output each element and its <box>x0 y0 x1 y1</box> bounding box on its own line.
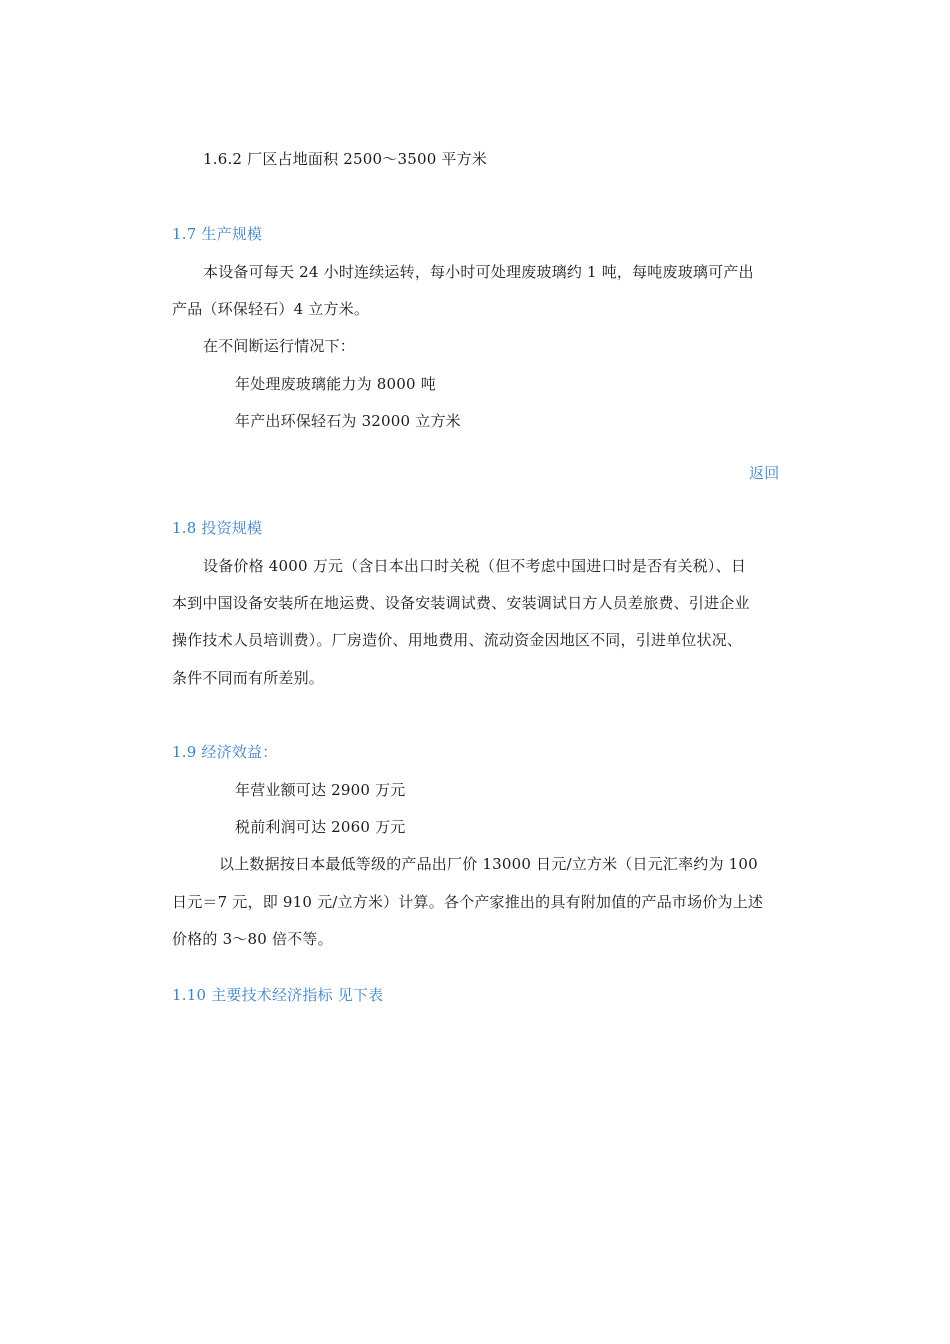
section-1-9-heading: 1.9 经济效益： <box>172 743 278 761</box>
section-1-7-paragraph-line2: 产品（环保轻石）4 立方米。 <box>172 300 370 318</box>
back-link[interactable]: 返回 <box>749 464 780 482</box>
section-1-9-note-line3: 价格的 3～80 倍不等。 <box>172 930 333 948</box>
section-1-9-note-line2: 日元＝7 元，即 910 元/立方米）计算。各个产家推出的具有附加值的产品市场价为上述 <box>172 893 764 911</box>
section-1-8-line3: 操作技术人员培训费）。厂房造价、用地费用、流动资金因地区不同，引进单位状况、 <box>172 631 743 649</box>
section-1-7-heading: 1.7 生产规模 <box>172 225 263 243</box>
section-1-10-heading: 1.10 主要技术经济指标 见下表 <box>172 986 384 1004</box>
section-1-8-heading: 1.8 投资规模 <box>172 519 263 537</box>
section-1-9-note-line1: 以上数据按日本最低等级的产品出厂价 13000 日元/立方米（日元汇率约为 100 <box>219 855 758 873</box>
item-1-6-2-text: 1.6.2 厂区占地面积 2500～3500 平方米 <box>203 150 488 168</box>
section-1-7-annual-output: 年产出环保轻石为 32000 立方米 <box>235 412 461 430</box>
section-1-9-profit: 税前利润可达 2060 万元 <box>235 818 406 836</box>
section-1-8-line4: 条件不同而有所差别。 <box>172 669 325 687</box>
section-1-9-revenue: 年营业额可达 2900 万元 <box>235 781 406 799</box>
section-1-7-condition: 在不间断运行情况下： <box>203 337 356 355</box>
section-1-8-line2: 本到中国设备安装所在地运费、设备安装调试费、安装调试日方人员差旅费、引进企业 <box>172 594 750 612</box>
section-1-7-paragraph-line1: 本设备可每天 24 小时连续运转，每小时可处理废玻璃约 1 吨，每吨废玻璃可产出 <box>203 263 754 281</box>
section-1-8-line1: 设备价格 4000 万元（含日本出口时关税（但不考虑中国进口时是否有关税）、日 <box>203 557 747 575</box>
section-1-7-annual-capacity: 年处理废玻璃能力为 8000 吨 <box>235 375 436 393</box>
